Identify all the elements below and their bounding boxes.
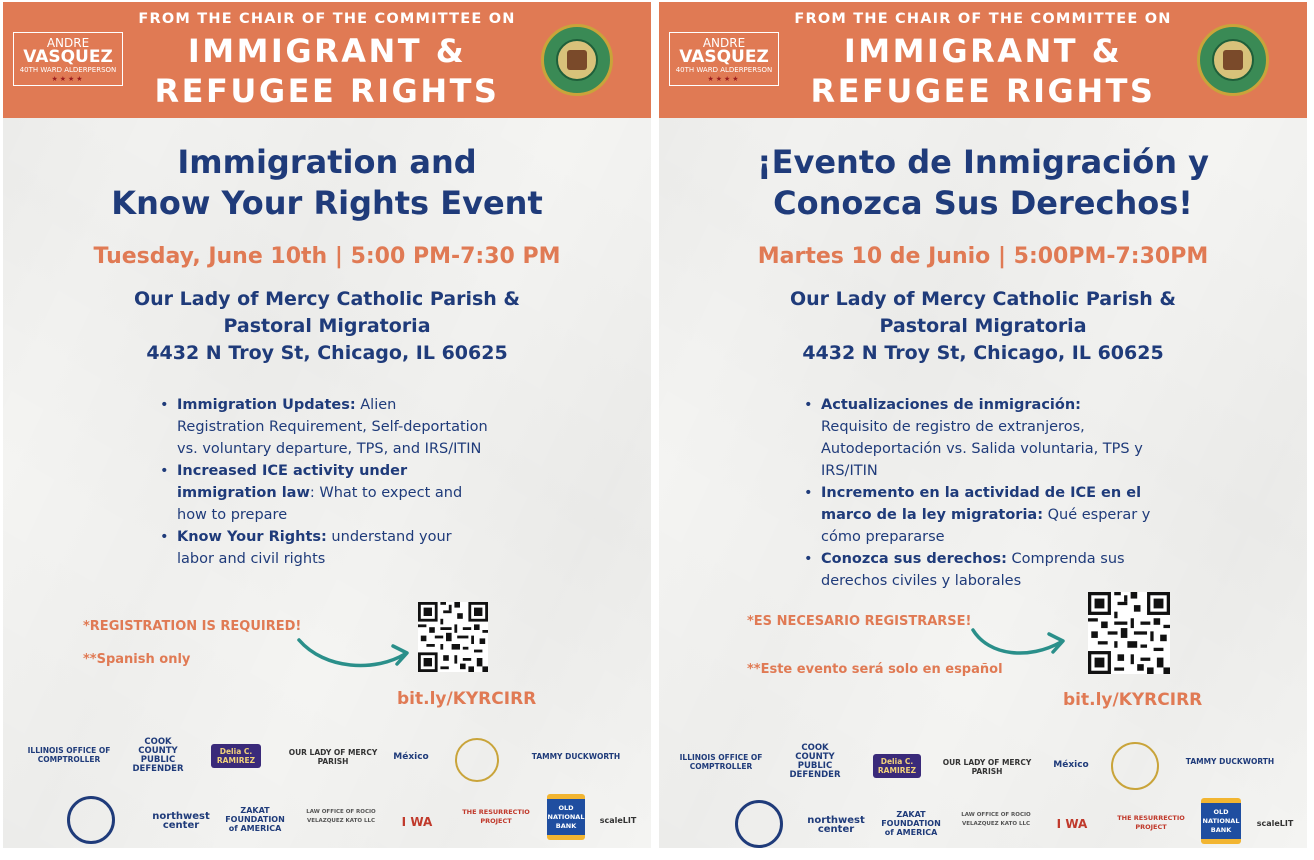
- resurrection-project-logo: THE RESURRECTIO PROJECT: [462, 808, 530, 825]
- language-note: **Spanish only: [83, 652, 191, 667]
- law-office-logo: LAW OFFICE OF ROCIO VELAZQUEZ KATO LLC: [306, 809, 376, 824]
- network-logo-icon: [17, 802, 61, 828]
- alderperson-last-name: VASQUEZ: [679, 47, 769, 67]
- list-item-text: Comprenda sus derechos civiles y laborales: [821, 551, 1125, 589]
- list-item-bold: Increased ICE activity under immigration law: [177, 463, 408, 501]
- list-item-text: understand your labor and civil rights: [177, 529, 452, 567]
- network-logo-icon: [669, 808, 713, 834]
- venue-line-2: Pastoral Migratoria: [879, 315, 1087, 337]
- list-item: [802, 482, 1152, 548]
- header-banner: [3, 2, 651, 118]
- old-national-logo: OLD NATIONAL BANK: [1201, 798, 1241, 844]
- list-item: [158, 460, 488, 526]
- alderperson-first-name: ANDRE: [46, 36, 90, 50]
- alderperson-title: 40TH WARD ALDERPERSON: [19, 66, 117, 74]
- registration-link[interactable]: bit.ly/KYRCIRR: [397, 689, 537, 709]
- comptroller-logo: ILLINOIS OFFICE OF COMPTROLLER: [27, 746, 111, 764]
- zakat-logo: ZAKAT FOUNDATION of AMERICA: [225, 805, 285, 833]
- old-national-logo: OLD NATIONAL BANK: [547, 794, 585, 840]
- agenda-list: [158, 394, 488, 570]
- iwa-logo: I WA: [401, 814, 433, 829]
- flyer-spanish: [659, 2, 1307, 848]
- list-item: [158, 526, 488, 570]
- list-item-text: Qué esperar y cómo prepararse: [821, 507, 1151, 545]
- venue-line-1: Our Lady of Mercy Catholic Parish &: [789, 288, 1177, 310]
- banner-main-line-2: REFUGEE RIGHTS: [810, 72, 1156, 110]
- alderperson-stars: ★★★★: [51, 75, 85, 83]
- banner-main-line-1: IMMIGRANT &: [843, 32, 1123, 70]
- list-item-bold: Immigration Updates:: [177, 397, 356, 413]
- banner-top-line: FROM THE CHAIR OF THE COMMITTEE ON: [794, 11, 1172, 27]
- alderperson-last-name: VASQUEZ: [23, 47, 113, 67]
- header-banner: [659, 2, 1307, 118]
- banner-main-line-2: REFUGEE RIGHTS: [154, 72, 500, 110]
- collaborative-seal-icon: [67, 796, 115, 844]
- list-item-bold: Know Your Rights:: [177, 529, 327, 545]
- flyer-english: [3, 2, 651, 848]
- alderperson-first-name: ANDRE: [702, 36, 746, 50]
- delia-ramirez-logo: Delia C. RAMIREZ: [873, 754, 921, 778]
- agenda-list: [802, 394, 1152, 592]
- qr-code-icon[interactable]: [418, 602, 488, 672]
- registration-link[interactable]: bit.ly/KYRCIRR: [1063, 690, 1203, 710]
- list-item-text: Alien Registration Requirement, Self-deportation vs. voluntary departure, TPS, and IRS/ITIN: [177, 397, 488, 457]
- duckworth-logo: TAMMY DUCKWORTH: [531, 751, 621, 761]
- lady-of-mercy-logo: OUR LADY OF MERCY PARISH: [288, 748, 378, 766]
- alderperson-stars: ★★★★: [707, 75, 741, 83]
- qr-code-icon[interactable]: [1088, 592, 1170, 674]
- banner-top-line: FROM THE CHAIR OF THE COMMITTEE ON: [138, 11, 516, 27]
- mexico-logo: México: [1053, 759, 1089, 770]
- city-seal-icon: [541, 24, 613, 96]
- list-item-bold: Actualizaciones de inmigración:: [821, 397, 1081, 413]
- consulate-seal-icon: [1111, 742, 1159, 790]
- event-title-line-1: ¡Evento de Inmigración y: [757, 143, 1209, 181]
- event-title-line-2: Know Your Rights Event: [111, 184, 543, 222]
- resurrection-project-logo: THE RESURRECTIO PROJECT: [1117, 814, 1185, 831]
- northwest-center-logo: northwest center: [152, 811, 210, 831]
- iwa-logo: I WA: [1056, 816, 1088, 831]
- list-item: [158, 394, 488, 460]
- arrow-icon: [969, 620, 1069, 660]
- list-item: [802, 394, 1152, 482]
- scalelit-logo: scaleLIT: [599, 815, 637, 825]
- scalelit-logo: scaleLIT: [1256, 818, 1294, 828]
- duckworth-logo: TAMMY DUCKWORTH: [1185, 756, 1275, 766]
- consulate-seal-icon: [455, 738, 499, 782]
- arrow-icon: [295, 632, 415, 672]
- event-datetime: Martes 10 de Junio | 5:00PM-7:30PM: [757, 244, 1209, 269]
- collaborative-seal-icon: [735, 800, 783, 848]
- public-defender-logo: COOK COUNTY PUBLIC DEFENDER: [132, 737, 184, 774]
- venue-line-2: Pastoral Migratoria: [223, 315, 431, 337]
- comptroller-logo: ILLINOIS OFFICE OF COMPTROLLER: [679, 753, 763, 771]
- lady-of-mercy-logo: OUR LADY OF MERCY PARISH: [942, 758, 1032, 776]
- venue-line-1: Our Lady of Mercy Catholic Parish &: [133, 288, 521, 310]
- public-defender-logo: COOK COUNTY PUBLIC DEFENDER: [789, 743, 841, 780]
- registration-note: *REGISTRATION IS REQUIRED!: [83, 619, 302, 634]
- event-datetime: Tuesday, June 10th | 5:00 PM-7:30 PM: [93, 244, 561, 269]
- list-item-bold: Conozca sus derechos:: [821, 551, 1007, 567]
- list-item-bold: Incremento en la actividad de ICE en el marco de la ley migratoria:: [821, 485, 1142, 523]
- zakat-logo: ZAKAT FOUNDATION of AMERICA: [881, 809, 941, 837]
- event-title-line-2: Conozca Sus Derechos!: [773, 184, 1193, 222]
- language-note: **Este evento será solo en español: [747, 662, 1003, 677]
- mexico-logo: México: [393, 751, 429, 762]
- northwest-center-logo: northwest center: [807, 815, 865, 835]
- list-item-text: : What to expect and how to prepare: [177, 485, 463, 523]
- banner-main-line-1: IMMIGRANT &: [187, 32, 467, 70]
- delia-ramirez-logo: Delia C. RAMIREZ: [211, 744, 261, 768]
- law-office-logo: LAW OFFICE OF ROCIO VELAZQUEZ KATO LLC: [961, 812, 1031, 827]
- list-item-text: Requisito de registro de extranjeros, Autodeportación vs. Salida voluntaria, TPS y IRS/ITIN: [821, 419, 1143, 479]
- alderperson-title: 40TH WARD ALDERPERSON: [675, 66, 773, 74]
- event-title-line-1: Immigration and: [177, 143, 477, 181]
- list-item: [802, 548, 1152, 592]
- venue-address: 4432 N Troy St, Chicago, IL 60625: [802, 342, 1164, 364]
- venue-address: 4432 N Troy St, Chicago, IL 60625: [146, 342, 508, 364]
- city-seal-icon: [1197, 24, 1269, 96]
- registration-note: *ES NECESARIO REGISTRARSE!: [747, 614, 972, 629]
